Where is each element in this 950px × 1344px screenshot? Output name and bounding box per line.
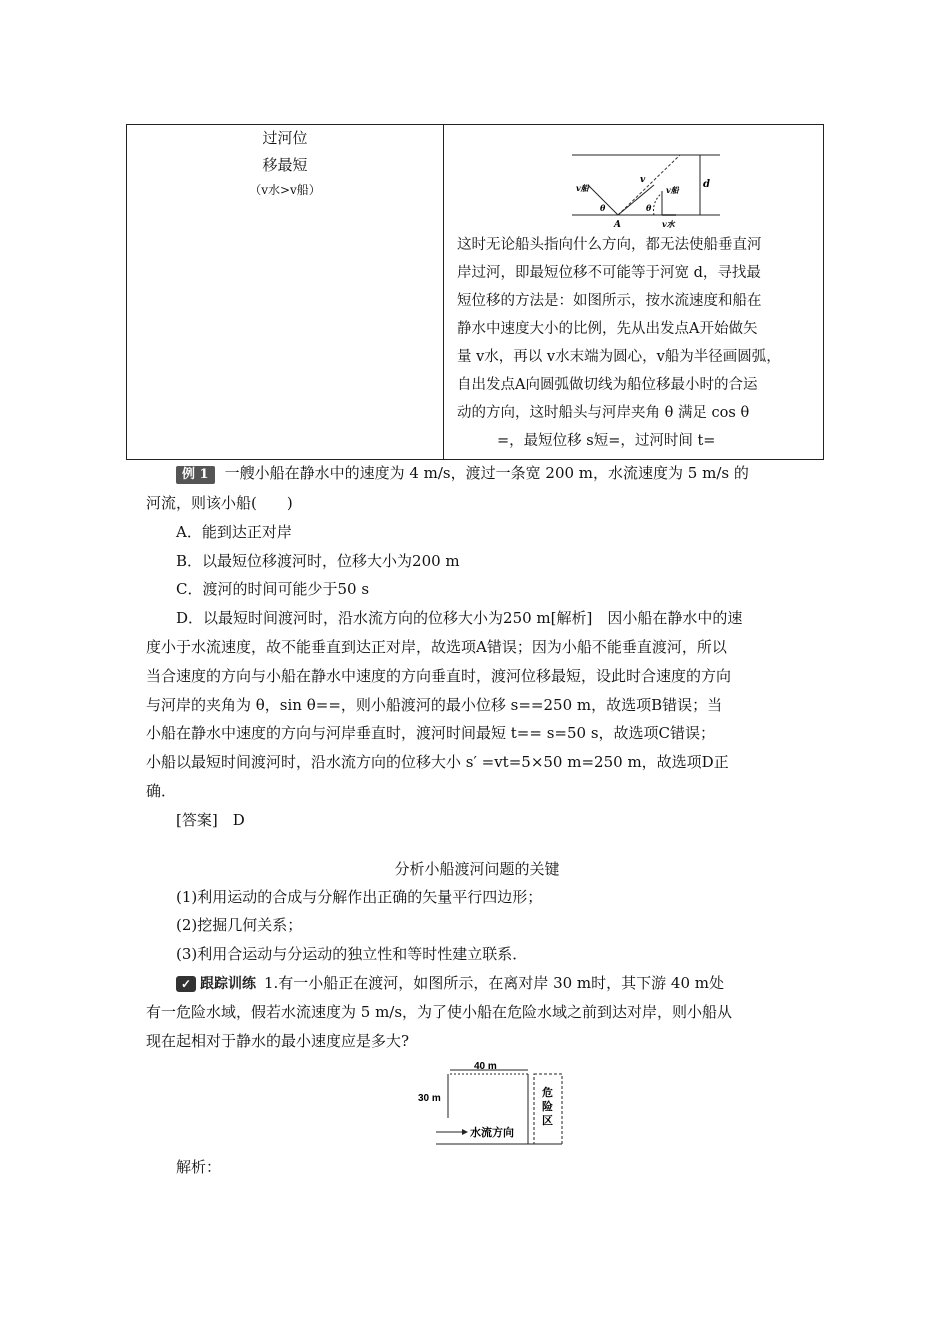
training-question-line3: 现在起相对于静水的最小速度应是多大? — [146, 1032, 410, 1050]
example-question-line2: 河流，则该小船( ) — [146, 494, 293, 512]
method-table — [126, 124, 824, 460]
case-explanation-cell — [444, 125, 824, 460]
example-badge: 例 1 — [176, 466, 215, 484]
training-text: 1.有一小船正在渡河，如图所示，在离对岸 30 m时，其下游 40 m处 — [264, 974, 725, 992]
label-30m: 30 m — [418, 1093, 441, 1104]
case-explanation-text — [457, 231, 817, 455]
case-label-line1: 过河位 — [262, 129, 308, 147]
question-text: 一艘小船在静水中的速度为 4 m/s，渡过一条宽 200 m，水流速度为 5 m/s 的 — [224, 464, 749, 482]
case-label-cell — [127, 125, 444, 460]
solution-label: 解析： — [176, 1158, 222, 1176]
danger-char-1: 危 — [542, 1086, 553, 1099]
explanation-line: 岸过河，即最短位移不可能等于河宽 d，寻找最 — [457, 265, 761, 281]
analysis-line: 小船以最短时间渡河时，沿水流方向的位移大小 s′ =vt=5×50 m=250 m，故选项D正 — [146, 753, 729, 771]
danger-zone-figure — [416, 1058, 566, 1150]
danger-char-3: 区 — [542, 1114, 553, 1127]
explanation-line: =，最短位移 s短=，过河时间 t= — [497, 433, 716, 449]
key-item: (2)挖掘几何关系； — [176, 916, 303, 934]
explanation-line: 动的方向，这时船头与河岸夹角 θ 满足 cos θ — [457, 405, 750, 421]
answer: [答案] D — [176, 811, 245, 829]
training-question-line1 — [176, 968, 808, 999]
check-icon: ✓ — [176, 976, 196, 992]
label-d: d — [703, 179, 710, 190]
analysis-line: 度小于水流速度，故不能垂直到达正对岸，故选项A错误；因为小船不能垂直渡河，所以 — [146, 638, 727, 656]
analysis-line: 小船在静水中速度的方向与河岸垂直时，渡河时间最短 t== s=50 s，故选项C错误； — [146, 724, 715, 742]
explanation-line: 静水中速度大小的比例，先从出发点A开始做矢 — [457, 321, 758, 337]
explanation-line: 量 v水，再以 v水末端为圆心，v船为半径画圆弧， — [457, 349, 781, 365]
training-question-line2: 有一危险水域，假若水流速度为 5 m/s，为了使小船在危险水域之前到达对岸，则小船从 — [146, 1003, 733, 1021]
label-v-water: v水 — [662, 219, 675, 229]
label-theta-1: θ — [600, 203, 606, 213]
shortest-displacement-figure — [570, 147, 720, 231]
option-d: D．以最短时间渡河时，沿水流方向的位移大小为250 m[解析] 因小船在静水中的速 — [176, 609, 743, 627]
case-label-line2: 移最短 — [262, 156, 308, 174]
label-v-boat-2: v船 — [666, 185, 679, 195]
label-40m: 40 m — [474, 1061, 497, 1072]
label-v: v — [640, 175, 646, 185]
key-item: (3)利用合运动与分运动的独立性和等时性建立联系． — [176, 945, 528, 963]
training-badge — [176, 969, 256, 999]
arc — [654, 193, 662, 215]
example-question-line1 — [176, 458, 808, 488]
training-badge-label: 跟踪训练 — [200, 976, 256, 992]
analysis-line: 当合速度的方向与小船在静水中速度的方向垂直时，渡河位移最短，设此时合速度的方向 — [146, 667, 732, 685]
case-condition: （v水>v船） — [249, 183, 321, 197]
flow-label: 水流方向 — [470, 1126, 514, 1139]
flow-arrowhead — [462, 1129, 468, 1135]
explanation-line: 这时无论船头指向什么方向，都无法使船垂直河 — [457, 237, 762, 253]
label-A: A — [614, 220, 621, 230]
option-a: A．能到达正对岸 — [176, 523, 292, 541]
danger-char-2: 险 — [542, 1100, 553, 1113]
analysis-line: 与河岸的夹角为 θ，sin θ==，则小船渡河的最小位移 s==250 m，故选项B错误；当 — [146, 696, 723, 714]
label-theta-2: θ — [646, 203, 652, 213]
explanation-line: 自出发点A向圆弧做切线为船位移最小时的合运 — [457, 377, 758, 393]
key-item: (1)利用运动的合成与分解作出正确的矢量平行四边形； — [176, 888, 543, 906]
option-b: B．以最短位移渡河时，位移大小为200 m — [176, 552, 460, 570]
analysis-line: 确． — [146, 782, 177, 800]
option-c: C．渡河的时间可能少于50 s — [176, 580, 370, 598]
explanation-line: 短位移的方法是：如图所示，按水流速度和船在 — [457, 293, 762, 309]
key-title: 分析小船渡河问题的关键 — [394, 860, 560, 878]
label-v-boat: v船 — [576, 183, 589, 193]
